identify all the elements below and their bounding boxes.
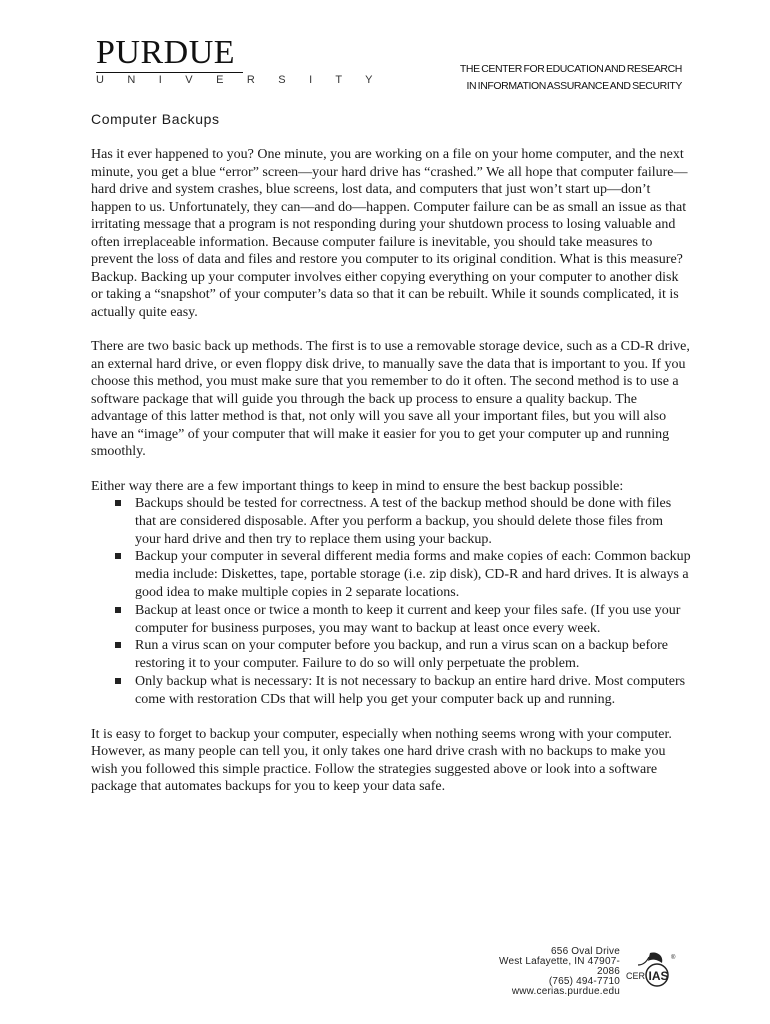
document-title: Computer Backups (91, 111, 220, 127)
list-item-text: Backups should be tested for correctness. A test of the backup method should be done with files that are considered disposable. After you perform a backup, you should delete those files from your hard drive and then try to replace them using your backup. (135, 496, 672, 547)
square-bullet-icon (115, 607, 121, 613)
list-item (91, 548, 691, 601)
square-bullet-icon (115, 678, 121, 684)
tips-intro-paragraph: Either way there are a few important things to keep in mind to ensure the best backup possible: (91, 478, 624, 494)
center-name-line2: IN INFORMATION ASSURANCE AND SECURITY (466, 80, 682, 92)
square-bullet-icon (115, 500, 121, 506)
square-bullet-icon (115, 642, 121, 648)
list-item (91, 673, 691, 709)
list-item-text: Backup your computer in several different media forms and make copies of each: Common backup media include: Diskettes, tape, portable storage (i.e. zip disk), CD-R and hard drives. It is always a good idea to make multiple copies in 2 separate locations. (135, 549, 691, 600)
list-item-text: Run a virus scan on your computer before you backup, and run a virus scan on a backup before restoring it to your computer. Failure to do so will only perpetuate the problem. (135, 638, 668, 672)
center-name (460, 61, 682, 95)
intro-paragraph: Has it ever happened to you? One minute, you are working on a file on your home computer, and the next minute, you get a blue “error” screen—your hard drive has “crashed.” We all hope that computer failure—hard drive and system crashes, blue screens, lost data, and computers that just won’t start up—don’t happen to us. Unfortunately, they can—and do—happen. Computer failure can be as small an issue as that irritating message that a program is not responding during your shutdown process to losing valuable and often irreplaceable information. Because computer failure is inevitable, you should take measures to prevent the loss of data and files and restore you computer to its original condition. What is this measure? Backup. Backing up your computer involves either copying everything on your computer to another disk or taking a “snapshot” of your computer’s data so that it can be rebuilt. While it sounds complicated, it is actually quite easy. (91, 147, 688, 320)
list-item-text: Backup at least once or twice a month to keep it current and keep your files safe. (If you use your computer for business purposes, you may want to backup at least once every week. (135, 602, 681, 636)
closing-paragraph: It is easy to forget to backup your computer, especially when nothing seems wrong with your computer. However, as many people can tell you, it only takes one hard drive crash with no backups to make you wish you followed this simple practice. Follow the strategies suggested above or look into a software package that automates backups for you to keep your data safe. (91, 726, 672, 795)
logo-subtitle: U N I V E R S I T Y (96, 74, 383, 86)
center-name-line1: THE CENTER FOR EDUCATION AND RESEARCH (459, 63, 682, 75)
document-body (91, 146, 691, 813)
address-web: www.cerias.purdue.edu (511, 986, 620, 997)
logo-wordmark: PURDUE (96, 34, 236, 71)
footer-address (486, 947, 620, 997)
list-item (91, 602, 691, 638)
list-item-text: Only backup what is necessary: It is not necessary to backup an entire hard drive. Most computers come with restoration CDs that will help you get your computer back up and running. (135, 673, 686, 707)
address-city: West Lafayette, IN 47907-2086 (499, 956, 620, 977)
logo-rule (96, 72, 243, 73)
list-item (91, 637, 691, 673)
cerias-logo-icon (626, 951, 676, 993)
list-item (91, 495, 691, 548)
svg-text:IAS: IAS (648, 969, 669, 983)
svg-text:CER: CER (626, 971, 646, 981)
address-street: 656 Oval Drive (551, 946, 620, 957)
registered-mark: ® (671, 955, 676, 961)
address-phone: (765) 494-7710 (548, 976, 620, 987)
methods-paragraph: There are two basic back up methods. The first is to use a removable storage device, such as a CD-R drive, an external hard drive, or even floppy disk drive, to manually save the data that is important to you. If you choose this method, you must make sure that you remember to do it often. The second method is to use a software package that will guide you through the back up process to ensure a quality backup. The advantage of this latter method is that, not only will you save all your important files, but you will also have an “image” of your computer that will make it easier for you to get your computer up and running smoothly. (91, 339, 690, 459)
purdue-logo (96, 36, 383, 86)
footer (486, 946, 676, 997)
tips-list (91, 495, 691, 709)
square-bullet-icon (115, 553, 121, 559)
